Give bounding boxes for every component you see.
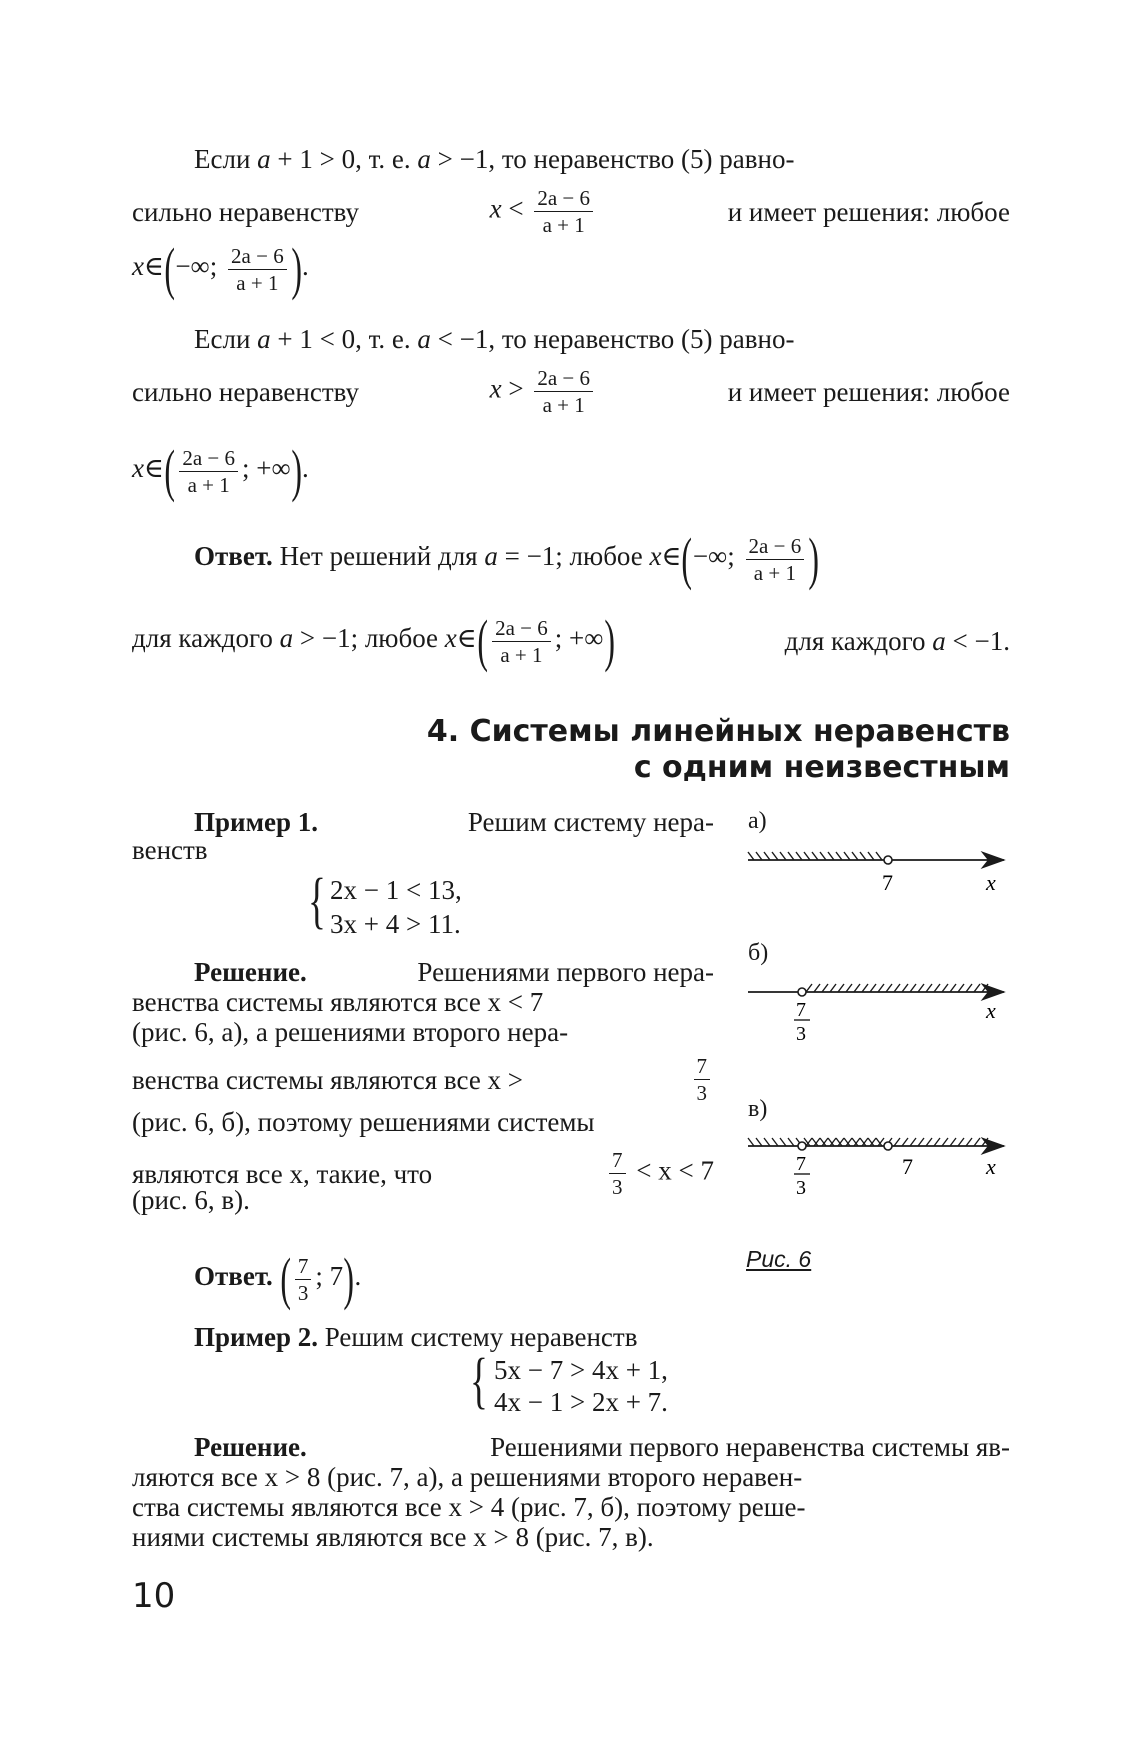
ex1-sol4: венства системы являются все x > $\frac{7}{3}$: [132, 1054, 714, 1105]
ex1-sol2: венства системы являются все x < 7: [132, 987, 544, 1017]
tick-label: 7: [902, 1154, 913, 1179]
ex1-sol3: (рис. 6, а), а решениями второго нера-: [132, 1017, 569, 1047]
p1-line1: Если a + 1 > 0, т. е. a > −1, то неравенство (5) равно-: [194, 144, 795, 174]
fraction: $\frac{2a - 6}{a + 1}$: [534, 186, 593, 237]
ex1-sol7: (рис. 6, в).: [132, 1185, 250, 1215]
figure-caption: Рис. 6: [746, 1246, 812, 1272]
system-brace: {: [307, 867, 326, 935]
open-point: [798, 1142, 806, 1150]
ex2-sol4: ниями системы являются все x > 8 (рис. 7, в).: [132, 1522, 654, 1552]
p2-line2: сильно неравенству x > $\frac{2a - 6}{a + 1}$ и имеет решения: любое: [132, 366, 1010, 417]
open-point: [884, 856, 892, 864]
tick-label: 3: [796, 1023, 806, 1045]
ex1-line1: Пример 1. Решим систему нера-: [194, 807, 714, 837]
answer1-line2: для каждого a > −1; любое x∈( $\frac{2a - 6}{a + 1}$ ; +∞) для каждого a < −1.: [132, 608, 1010, 673]
answer1-line1: Ответ. Нет решений для a = −1; любое x∈(−∞; $\frac{2a - 6}{a + 1}$ ): [194, 526, 820, 591]
number-line-figure: [740, 830, 1010, 1110]
tick-label: 7: [796, 1153, 806, 1175]
p1-line2: сильно неравенству x < $\frac{2a - 6}{a + 1}$ и имеет решения: любое: [132, 186, 1010, 237]
fig-label-a: а): [748, 808, 767, 834]
ex1-answer: Ответ. ( $\frac{7}{3}$ ; 7).: [194, 1246, 362, 1311]
axis-label: x: [986, 998, 996, 1023]
ex2-sol1: Решение. Решениями первого неравенства системы яв-: [194, 1432, 1010, 1462]
open-point: [884, 1142, 892, 1150]
ex1-sol5: (рис. 6, б), поэтому решениями системы: [132, 1107, 595, 1137]
ex2-line1: Пример 2. Решим систему неравенств: [194, 1322, 638, 1352]
ex2-sys1: 5x − 7 > 4x + 1,: [494, 1355, 668, 1385]
ex1-sys2: 3x + 4 > 11.: [330, 909, 461, 939]
number-line-c-detail: [740, 1110, 1010, 1220]
tick-label: 7: [796, 999, 806, 1021]
number-line-a: [748, 852, 1004, 895]
ex2-sol3: ства системы являются все x > 4 (рис. 7, б), поэтому реше-: [132, 1492, 806, 1522]
ex1-sys1: 2x − 1 < 13,: [330, 875, 462, 905]
p1-line3: x∈(−∞; $\frac{2a - 6}{a + 1}$ ).: [132, 236, 309, 301]
tick-label: 7: [882, 870, 893, 895]
section-heading: 4. Системы линейных неравенств с одним неизвестным: [426, 714, 1010, 785]
ex1-sol1: Решение. Решениями первого нера-: [194, 957, 714, 987]
open-point: [798, 988, 806, 996]
axis-label: x: [986, 1154, 996, 1179]
ex1-sol6: являются все x, такие, что $\frac{7}{3}$ < x < 7: [132, 1148, 714, 1199]
ex2-sys2: 4x − 1 > 2x + 7.: [494, 1387, 668, 1417]
p2-line3: x∈( $\frac{2a - 6}{a + 1}$ ; +∞).: [132, 438, 309, 503]
system-brace: {: [469, 1347, 488, 1415]
fig-label-c: в): [748, 1096, 768, 1122]
ex2-sol2: ляются все x > 8 (рис. 7, а), а решениями второго неравен-: [132, 1462, 803, 1492]
page-number: 10: [132, 1576, 176, 1616]
fig-label-b: б): [748, 940, 769, 966]
axis-label: x: [986, 870, 996, 895]
ex1-line2: венств: [132, 835, 208, 865]
p2-line1: Если a + 1 < 0, т. е. a < −1, то неравенство (5) равно-: [194, 324, 795, 354]
tick-label: 3: [796, 1177, 806, 1199]
number-line-b: [748, 984, 1004, 1045]
